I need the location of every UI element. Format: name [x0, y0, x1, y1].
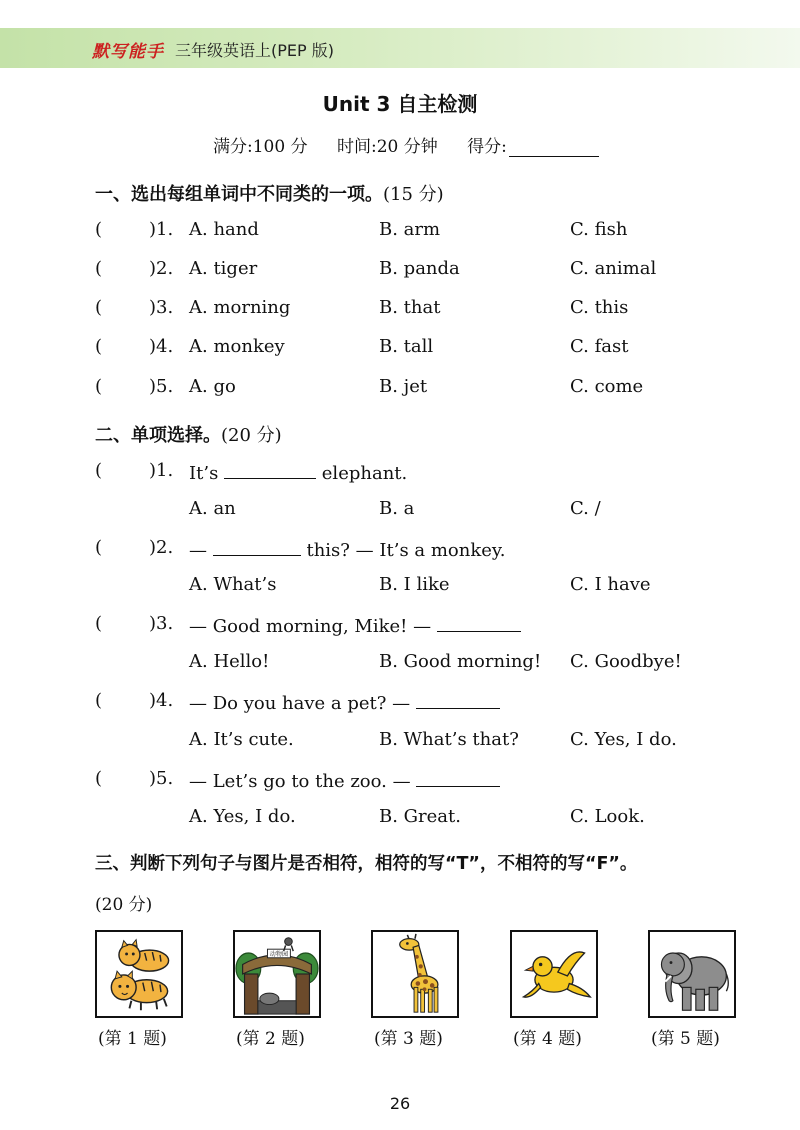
caption-q5: (第 5 题) [651, 1029, 720, 1049]
picture-elephant [648, 930, 736, 1018]
page-number: 26 [389, 1094, 411, 1113]
caption-q4: (第 4 题) [513, 1029, 582, 1049]
fill-blank[interactable] [416, 690, 500, 709]
section3-heading: 三、判断下列句子与图片是否相符，相符的写“T”，不相符的写“F”。 [95, 854, 638, 874]
option-b: B. jet [379, 376, 428, 397]
answer-paren[interactable]: ( [95, 297, 103, 318]
picture-zoo-gate [233, 930, 321, 1018]
option-b: B. arm [379, 219, 441, 240]
picture-tigers [95, 930, 183, 1018]
question-number: )5. [149, 768, 174, 789]
answer-paren[interactable]: ( [95, 336, 103, 357]
picture-bird [510, 930, 598, 1018]
header-band [0, 28, 800, 68]
answer-paren[interactable]: ( [95, 258, 103, 279]
question-number: )3. [149, 297, 174, 318]
option-b: B. panda [379, 258, 460, 279]
option-b: B. that [379, 297, 441, 318]
question-text: — Let’s go to the zoo. — [189, 771, 411, 792]
option-a: A. Yes, I do. [189, 806, 296, 827]
option-c: C. this [570, 297, 629, 318]
option-a: A. go [189, 376, 236, 397]
question-number: )4. [149, 690, 174, 711]
bird-icon [512, 932, 596, 1016]
option-c: C. fish [570, 219, 628, 240]
section2-points: (20 分) [221, 425, 282, 446]
section1-points: (15 分) [383, 184, 444, 205]
score-line [213, 132, 623, 157]
option-c: C. / [570, 498, 601, 519]
section3-points: (20 分) [95, 895, 153, 915]
question-number: )1. [149, 460, 174, 481]
answer-paren[interactable]: ( [95, 219, 103, 240]
question-number: )2. [149, 537, 174, 558]
question-number: )1. [149, 219, 174, 240]
option-a: A. tiger [189, 258, 258, 279]
question-number: )3. [149, 613, 174, 634]
question-number: )4. [149, 336, 174, 357]
option-a: A. monkey [189, 336, 285, 357]
option-a: A. What’s [189, 574, 277, 595]
option-c: C. fast [570, 336, 629, 357]
question-text: — Good morning, Mike! — [189, 616, 432, 637]
time-limit: 时间:20 分钟 [337, 137, 438, 157]
caption-q3: (第 3 题) [374, 1029, 443, 1049]
option-c: C. Look. [570, 806, 645, 827]
option-a: A. an [189, 498, 236, 519]
question-text: — [189, 540, 207, 561]
tigers-icon [97, 932, 181, 1016]
option-b: B. a [379, 498, 415, 519]
picture-giraffe [371, 930, 459, 1018]
option-b: B. Great. [379, 806, 461, 827]
option-a: A. hand [189, 219, 259, 240]
zoo-sign: 动物园 [269, 950, 289, 958]
page-title: Unit 3 自主检测 [322, 92, 478, 116]
elephant-icon [650, 932, 734, 1016]
question-text-end: elephant. [321, 463, 408, 484]
caption-q1: (第 1 题) [98, 1029, 167, 1049]
section2-heading [95, 421, 282, 447]
answer-paren[interactable]: ( [95, 690, 103, 711]
answer-paren[interactable]: ( [95, 768, 103, 789]
giraffe-icon [373, 932, 457, 1016]
option-c: C. animal [570, 258, 657, 279]
option-b: B. What’s that? [379, 729, 519, 750]
full-score: 满分:100 分 [213, 137, 308, 157]
question-number: )5. [149, 376, 174, 397]
question-text-end: this? — It’s a monkey. [306, 540, 506, 561]
score-label: 得分: [467, 137, 507, 157]
section2-title: 二、单项选择。 [95, 425, 221, 446]
option-c: C. I have [570, 574, 651, 595]
section1-heading [95, 180, 444, 206]
option-c: C. Goodbye! [570, 651, 682, 672]
option-b: B. tall [379, 336, 434, 357]
answer-paren[interactable]: ( [95, 460, 103, 481]
brand-logo: 默写能手 [92, 42, 164, 62]
fill-blank[interactable] [213, 537, 301, 556]
zoo-gate-icon [235, 932, 319, 1016]
option-a: A. It’s cute. [189, 729, 294, 750]
option-a: A. Hello! [189, 651, 270, 672]
question-number: )2. [149, 258, 174, 279]
question-text: — Do you have a pet? — [189, 693, 411, 714]
section1-title: 一、选出每组单词中不同类的一项。 [95, 184, 383, 205]
option-b: B. I like [379, 574, 450, 595]
book-title: 三年级英语上(PEP 版) [175, 41, 334, 60]
answer-paren[interactable]: ( [95, 613, 103, 634]
fill-blank[interactable] [437, 613, 521, 632]
caption-q2: (第 2 题) [236, 1029, 305, 1049]
answer-paren[interactable]: ( [95, 376, 103, 397]
option-b: B. Good morning! [379, 651, 542, 672]
answer-paren[interactable]: ( [95, 537, 103, 558]
fill-blank[interactable] [224, 460, 316, 479]
option-c: C. Yes, I do. [570, 729, 677, 750]
question-text: It’s [189, 463, 219, 484]
option-c: C. come [570, 376, 644, 397]
score-blank[interactable] [509, 138, 599, 157]
option-a: A. morning [189, 297, 291, 318]
fill-blank[interactable] [416, 768, 500, 787]
